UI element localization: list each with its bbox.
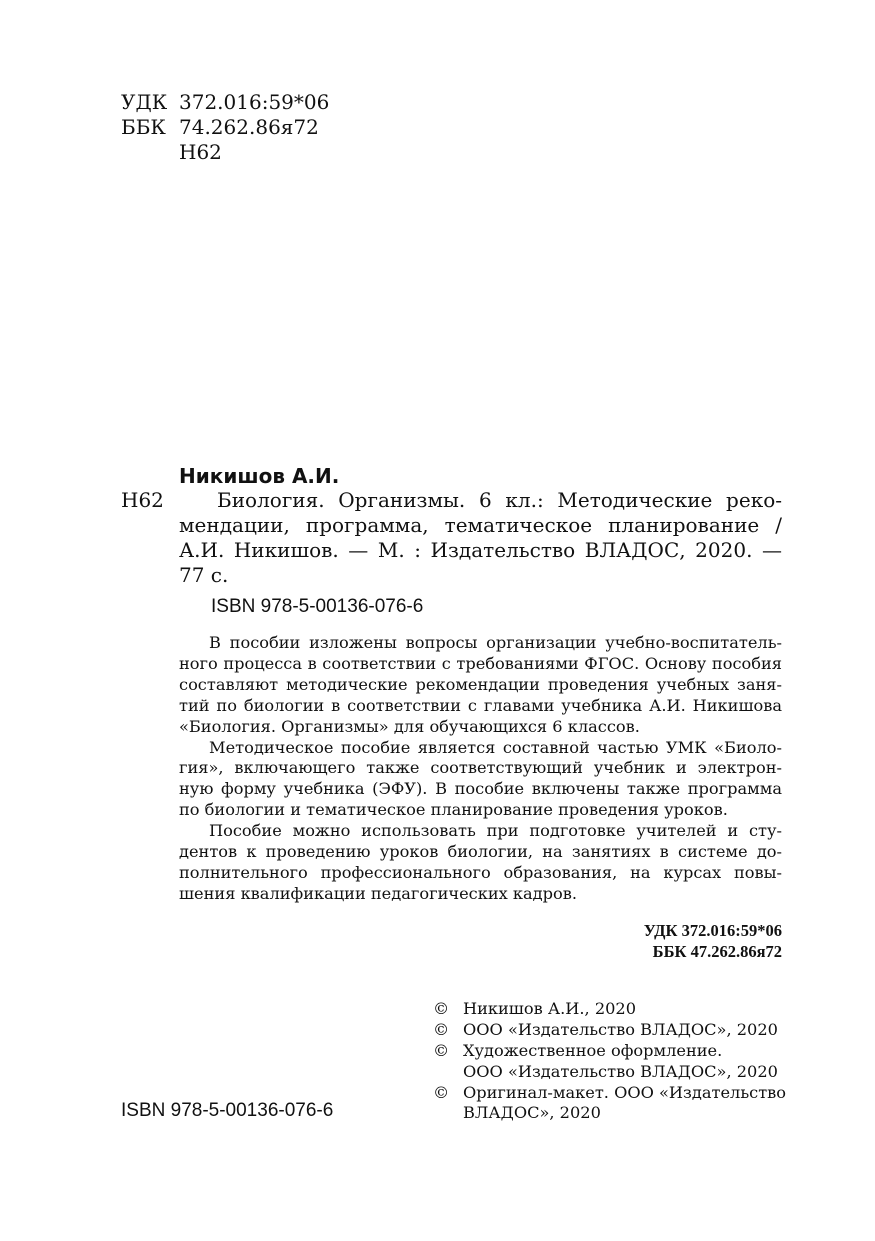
copyright-icon: © <box>433 1082 450 1102</box>
annotation-line: В пособии изложены вопросы организации учебно-воспитатель- <box>209 633 782 652</box>
annotation-line: Пособие можно использовать при подготовке учителей и сту- <box>209 821 782 841</box>
udk-label: УДК <box>121 90 168 114</box>
copyright-text: ООО «Издательство ВЛАДОС», 2020 <box>463 1061 778 1081</box>
copyright-icon: © <box>433 1019 450 1039</box>
bottom-isbn: ISBN 978-5-00136-076-6 <box>121 1100 334 1121</box>
copyright-row <box>433 1083 793 1104</box>
copyright-row <box>433 1041 793 1062</box>
bbk-label: ББК <box>121 115 166 139</box>
annotation-line: шения квалификации педагогических кадров. <box>179 883 577 903</box>
copyright-text: Никишов А.И., 2020 <box>463 999 637 1018</box>
annotation-line: ную форму учебника (ЭФУ). В пособие включены также программа <box>179 779 782 799</box>
annotation-line: дентов к проведению уроков биологии, на занятиях в системе до- <box>179 842 782 862</box>
copyright-icon: © <box>433 1040 450 1060</box>
bibliographic-description <box>179 488 782 588</box>
bbk-value: 74.262.86я72 <box>179 115 319 139</box>
annotation <box>179 633 782 905</box>
copyright-text: Оригинал-макет. ООО «Издательство <box>463 1082 787 1102</box>
bottom-codes <box>482 920 782 962</box>
card-author: Никишов А.И. <box>179 464 340 488</box>
annotation-line: составляют методические рекомендации проведения учебных заня- <box>179 674 782 694</box>
copyright-block <box>433 999 793 1124</box>
card-sign: Н62 <box>121 488 164 512</box>
annotation-line: Методическое пособие является составной частью УМК «Биоло- <box>209 737 782 757</box>
annotation-line: гия», включающего также соответствующий учебник и электрон- <box>179 758 782 778</box>
copyright-row <box>433 1062 793 1083</box>
card-isbn: ISBN 978-5-00136-076-6 <box>211 596 424 617</box>
bib-line: Биология. Организмы. 6 кл.: Методические реко- <box>217 488 782 512</box>
bib-line: 77 с. <box>179 563 229 587</box>
annotation-line: полнительного профессионального образования, на курсах повы- <box>179 862 782 882</box>
copyright-text: ООО «Издательство ВЛАДОС», 2020 <box>463 1019 778 1039</box>
copyright-row <box>433 1020 793 1041</box>
annotation-line: «Биология. Организмы» для обучающихся 6 классов. <box>179 716 640 736</box>
annotation-line: ного процесса в соответствии с требованиями ФГОС. Основу пособия <box>179 653 782 673</box>
annotation-line: по биологии и тематическое планирование проведения уроков. <box>179 800 728 820</box>
copyright-icon: © <box>433 999 450 1018</box>
copyright-text: ВЛАДОС», 2020 <box>463 1103 601 1123</box>
author-sign: Н62 <box>179 140 222 164</box>
copyright-text: Художественное оформление. <box>463 1040 723 1060</box>
bib-line: А.И. Никишов. — М. : Издательство ВЛАДОС, 2020. — <box>179 538 782 562</box>
bottom-udk: УДК 372.016:59*06 <box>643 921 782 940</box>
copyright-row <box>433 1103 793 1124</box>
classification-codes <box>121 90 381 165</box>
annotation-line: тий по биологии в соответствии с главами учебника А.И. Никишова <box>179 695 782 715</box>
bottom-bbk: ББК 47.262.86я72 <box>652 942 782 961</box>
bib-line: мендации, программа, тематическое планирование / <box>179 513 782 537</box>
udk-value: 372.016:59*06 <box>179 90 330 114</box>
copyright-row <box>433 999 793 1020</box>
